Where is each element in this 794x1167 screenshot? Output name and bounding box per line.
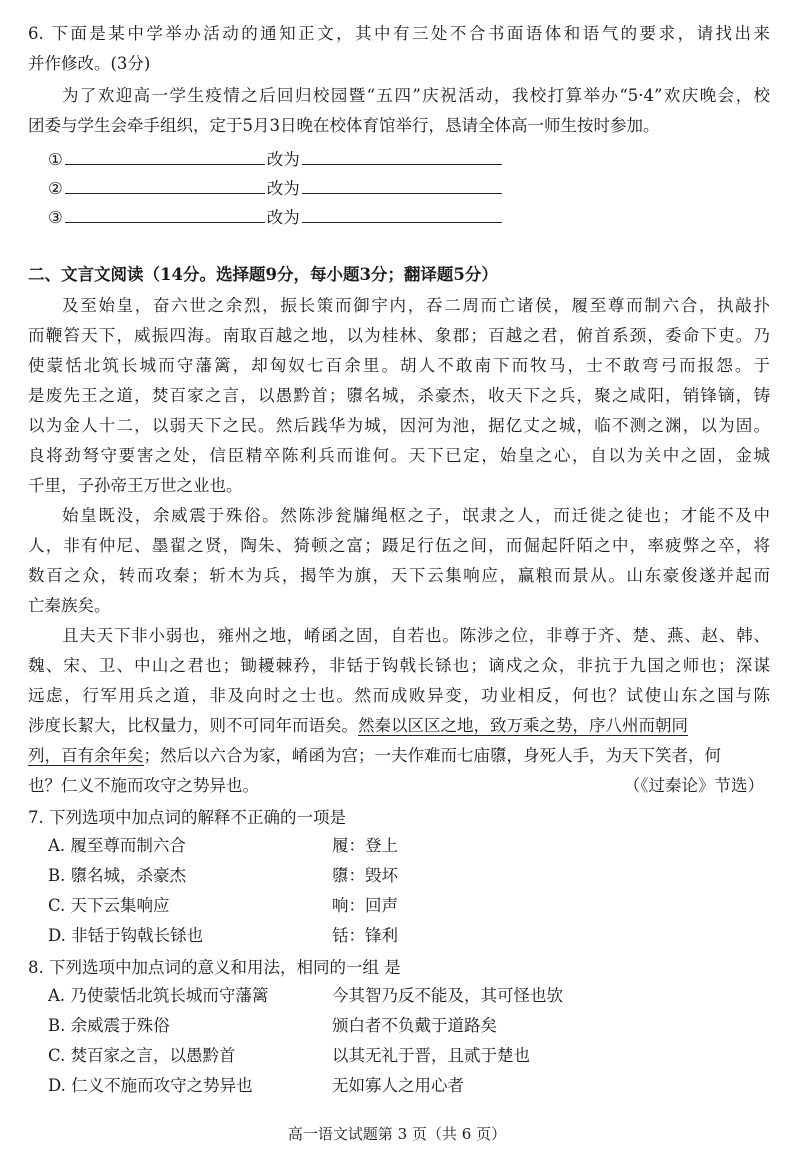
q7-stem: 7. 下列选项中加点词的解释不正确的一项是 xyxy=(28,808,346,827)
q8-option-c[interactable]: C. 焚百家之言，以愚黔首 xyxy=(48,1046,236,1065)
change-label: 改为 xyxy=(266,208,300,227)
change-label: 改为 xyxy=(266,150,300,169)
q6-answer-row-2 xyxy=(48,175,504,201)
q7-option-a-meaning: 履：登上 xyxy=(332,836,398,855)
q7-option-b[interactable]: B. 隳名城，杀豪杰 xyxy=(48,866,187,885)
q8-stem: 8. 下列选项中加点词的意义和用法，相同的一组 是 xyxy=(28,958,401,977)
section-heading: 二、文言文阅读（14分。选择题9分，每小题3分；翻译题5分） xyxy=(28,265,498,284)
answer-blank-original-1[interactable] xyxy=(65,146,265,165)
passage-text: 涉度长絜大，比权量力，则不可同年而语矣。 xyxy=(28,716,358,735)
passage-line: 远虑，行军用兵之道，非及向时之士也。然而成败异变，功业相反，何也？试使山东之国与陈 xyxy=(28,686,770,705)
passage-source: （《过秦论》节选） xyxy=(623,776,764,795)
page-footer: 高一语文试题第 3 页（共 6 页） xyxy=(287,1125,507,1143)
q7-option-b-meaning: 隳：毁坏 xyxy=(332,866,398,885)
passage-line-with-underline xyxy=(28,714,770,738)
q8-option-d[interactable]: D. 仁义不施而攻守之势异也 xyxy=(48,1076,253,1095)
answer-blank-revised-1[interactable] xyxy=(302,146,502,165)
passage-line: 人，非有仲尼、墨翟之贤，陶朱、猗顿之富；蹑足行伍之间，而倔起阡陌之中，率疲弊之卒，将 xyxy=(28,536,770,555)
q8-option-d-compare: 无如寡人之用心者 xyxy=(332,1076,464,1095)
q8-option-a[interactable]: A. 乃使蒙恬北筑长城而守藩篱 xyxy=(48,986,269,1005)
change-label: 改为 xyxy=(266,179,300,198)
answer-blank-revised-2[interactable] xyxy=(302,175,502,194)
passage-line: 千里，子孙帝王万世之业也。 xyxy=(28,476,243,495)
circle-one-mark: ① xyxy=(48,150,63,169)
q8-option-b[interactable]: B. 余威震于殊俗 xyxy=(48,1016,170,1035)
passage-text: ；然后以六合为家，崤函为宫；一夫作难而七庙隳，身死人手，为天下笑者，何 xyxy=(143,746,721,765)
q6-answer-row-3 xyxy=(48,204,504,230)
passage-line: 数百之众，转而攻秦；斩木为兵，揭竿为旗，天下云集响应，赢粮而景从。山东豪俊遂并起而 xyxy=(28,566,770,585)
q7-option-d[interactable]: D. 非铦于钩戟长铩也 xyxy=(48,926,204,945)
circle-three-mark: ③ xyxy=(48,208,63,227)
passage-line: 始皇既没，余威震于殊俗。然陈涉瓮牖绳枢之子，氓隶之人，而迁徙之徒也；才能不及中 xyxy=(62,506,770,525)
q6-notice-line2: 团委与学生会牵手组织，定于5月3日晚在校体育馆举行，恳请全体高一师生按时参加。 xyxy=(28,116,660,135)
q7-option-a[interactable]: A. 履至尊而制六合 xyxy=(48,836,186,855)
q7-option-d-meaning: 铦：锋利 xyxy=(332,926,398,945)
circle-two-mark: ② xyxy=(48,179,63,198)
passage-line: 以为金人十二，以弱天下之民。然后践华为城，因河为池，据亿丈之城，临不测之渊，以为固。 xyxy=(28,416,770,435)
q8-option-c-compare: 以其无礼于晋，且贰于楚也 xyxy=(332,1046,530,1065)
passage-line: 而鞭笞天下，威振四海。南取百越之地，以为桂林、象郡；百越之君，俯首系颈，委命下吏。乃 xyxy=(28,326,770,345)
passage-line: 使蒙恬北筑长城而守藩篱，却匈奴七百余里。胡人不敢南下而牧马，士不敢弯弓而报怨。于 xyxy=(28,356,770,375)
passage-line-with-underline xyxy=(28,744,770,768)
passage-line: 及至始皇，奋六世之余烈，振长策而御宇内，吞二周而亡诸侯，履至尊而制六合，执敲扑 xyxy=(62,296,770,315)
answer-blank-original-3[interactable] xyxy=(65,204,265,223)
q6-notice-line1: 为了欢迎高一学生疫情之后回归校园暨“五四”庆祝活动，我校打算举办“5·4”欢庆晚会，校 xyxy=(62,86,770,105)
q6-stem-line2: 并作修改。(3分) xyxy=(28,54,151,73)
q8-option-a-compare: 今其智乃反不能及，其可怪也欤 xyxy=(332,986,563,1005)
q6-stem-line1: 6. 下面是某中学举办活动的通知正文，其中有三处不合书面语体和语气的要求，请找出来 xyxy=(28,24,770,43)
passage-line: 是废先王之道，焚百家之言，以愚黔首；隳名城，杀豪杰，收天下之兵，聚之咸阳，销锋镝，铸 xyxy=(28,386,770,405)
q7-option-c-meaning: 响：回声 xyxy=(332,896,398,915)
underlined-translation-sentence: 然秦以区区之地，致万乘之势，序八州而朝同 xyxy=(358,716,688,735)
underlined-translation-sentence: 列，百有余年矣 xyxy=(28,746,144,765)
passage-line: 且夫天下非小弱也，雍州之地，崤函之固，自若也。陈涉之位，非尊于齐、楚、燕、赵、韩、 xyxy=(62,626,770,645)
q6-answer-row-1 xyxy=(48,146,504,172)
answer-blank-original-2[interactable] xyxy=(65,175,265,194)
answer-blank-revised-3[interactable] xyxy=(302,204,502,223)
passage-line: 良将劲弩守要害之处，信臣精卒陈利兵而谁何。天下已定，始皇之心，自以为关中之固，金城 xyxy=(28,446,770,465)
q7-option-c[interactable]: C. 天下云集响应 xyxy=(48,896,170,915)
passage-line: 魏、宋、卫、中山之君也；锄耰棘矜，非铦于钩戟长铩也；谪戍之众，非抗于九国之师也；深谋 xyxy=(28,656,770,675)
passage-line: 亡秦族矣。 xyxy=(28,596,111,615)
passage-line: 也？仁义不施而攻守之势异也。 xyxy=(28,776,259,795)
q8-option-b-compare: 颁白者不负戴于道路矣 xyxy=(332,1016,497,1035)
